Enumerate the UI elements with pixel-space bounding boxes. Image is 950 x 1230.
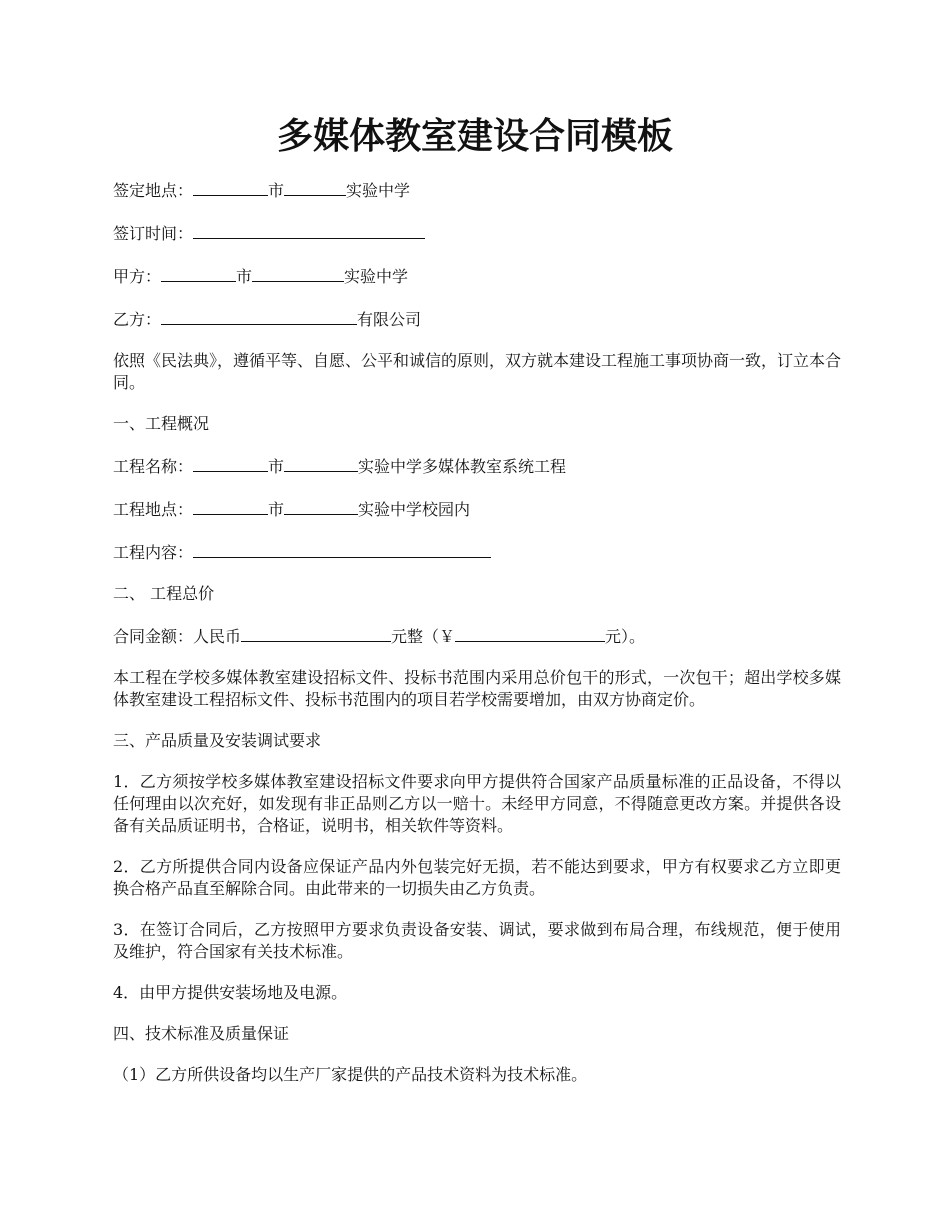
pricing-paragraph: 本工程在学校多媒体教室建设招标文件、投标书范围内采用总价包干的形式，一次包干；超出学校多媒体教室建设工程招标文件、投标书范围内的项目若学校需要增加，由双方协商定价。: [113, 668, 841, 709]
section-3-item-1: 1．乙方须按学校多媒体教室建设招标文件要求向甲方提供符合国家产品质量标准的正品设备，不得以任何理由以次充好，如发现有非正品则乙方以一赔十。未经甲方同意，不得随意更改方案。并提供各设备有关品质证明书，合格证，说明书，相关软件等资料。: [113, 772, 841, 835]
section-3-item-2: 2．乙方所提供合同内设备应保证产品内外包装完好无损，若不能达到要求，甲方有权要求乙方立即更换合格产品直至解除合同。由此带来的一切损失由乙方负责。: [113, 857, 841, 898]
sign-time-label: 签订时间：: [113, 224, 194, 243]
project-site-city-blank: [193, 497, 268, 515]
party-b-label: 乙方：: [113, 310, 162, 329]
amount-middle: 元整（￥: [391, 627, 456, 646]
party-a-city-suffix: 市: [236, 267, 253, 286]
party-b-company-blank: [161, 307, 357, 325]
school-blank: [284, 178, 346, 196]
project-content-blank: [193, 540, 491, 558]
party-a-label: 甲方：: [113, 267, 162, 286]
city-suffix: 市: [268, 181, 285, 200]
party-a-city-blank: [161, 264, 236, 282]
sign-time-line: [113, 221, 841, 245]
section-3-item-3: 3．在签订合同后，乙方按照甲方要求负责设备安装、调试，要求做到布局合理，布线规范，便于使用及维护，符合国家有关技术标准。: [113, 920, 841, 961]
section-3-heading: 三、产品质量及安装调试要求: [113, 731, 322, 750]
contract-amount-line: [113, 624, 841, 648]
party-a-school-blank: [252, 264, 344, 282]
amount-label: 合同金额：人民币: [113, 627, 242, 646]
document-body: [113, 178, 841, 1105]
project-name-line: [113, 454, 841, 478]
project-name-city-suffix: 市: [268, 457, 285, 476]
party-b-line: [113, 307, 841, 331]
time-blank: [193, 221, 425, 239]
section-1-heading: 一、工程概况: [113, 414, 210, 433]
project-site-suffix: 实验中学校园内: [358, 500, 471, 519]
party-a-line: [113, 264, 841, 288]
amount-end: 元）。: [605, 627, 646, 646]
party-b-company-suffix: 有限公司: [357, 310, 422, 329]
project-site-school-blank: [284, 497, 358, 515]
project-name-school-blank: [284, 454, 358, 472]
project-name-suffix: 实验中学多媒体教室系统工程: [358, 457, 567, 476]
sign-place-label: 签定地点：: [113, 181, 194, 200]
sign-place-line: [113, 178, 841, 202]
amount-words-blank: [241, 624, 391, 642]
project-site-city-suffix: 市: [268, 500, 285, 519]
project-name-city-blank: [193, 454, 268, 472]
project-name-label: 工程名称：: [113, 457, 194, 476]
intro-paragraph: 依照《民法典》，遵循平等、自愿、公平和诚信的原则，双方就本建设工程施工事项协商一致，订立本合同。: [113, 351, 842, 392]
section-4-heading: 四、技术标准及质量保证: [113, 1024, 290, 1043]
project-site-line: [113, 497, 841, 521]
section-4-item-1: （1）乙方所供设备均以生产厂家提供的产品技术资料为技术标准。: [113, 1065, 588, 1084]
project-site-label: 工程地点：: [113, 500, 194, 519]
party-a-school-suffix: 实验中学: [344, 267, 409, 286]
section-2-heading: 二、 工程总价: [113, 584, 215, 603]
amount-figures-blank: [455, 624, 605, 642]
project-content-label: 工程内容：: [113, 543, 194, 562]
project-content-line: [113, 540, 841, 564]
school-suffix: 实验中学: [346, 181, 411, 200]
document-title: 多媒体教室建设合同模板: [276, 115, 673, 157]
section-3-item-4: 4．由甲方提供安装场地及电源。: [113, 983, 348, 1002]
city-blank: [193, 178, 268, 196]
